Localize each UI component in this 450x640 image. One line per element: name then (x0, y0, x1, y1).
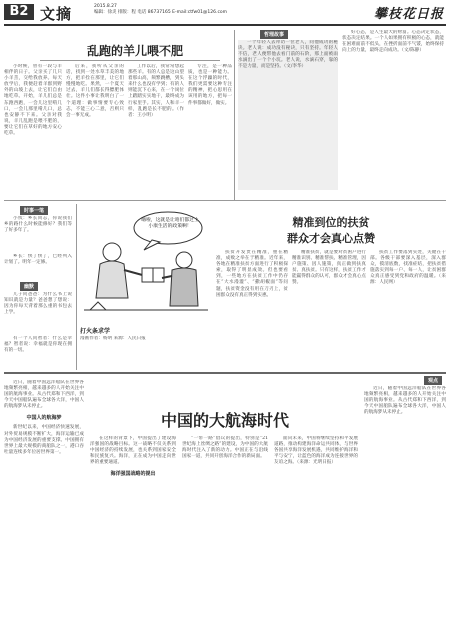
paragraph: 后来，我听从父亲的话，找到一处水草丰美的地方，把羊拴在那里，让它们慢慢地吃。果然，一个夏天过去，羊儿们都长得膘肥体壮。这件小事让我明白了一个道理：做事情要专心致志，不能三心二意，否则只会一事无成。 (66, 64, 124, 118)
article-title-navigation: 中国的大航海时代 (160, 411, 289, 430)
paragraph: 一个年轻人去拜访一位老人，问他成功的秘诀。老人说：成功没有秘诀，只有坚持。年轻人不信，老人便带他去看门前的石阶，那上面被雨水滴出了一个个小坑。老人说，水滴石穿，靠的不是力量，而是坚持。（文/李华） (238, 40, 338, 70)
sidebar-item (4, 292, 72, 334)
paragraph: 专注，是一种品质，也是一种能力。在这个浮躁的时代，我们更需要这种专注的精神，把心思用在该用的地方，把每一件事都做好，做实。 (188, 64, 232, 106)
editor-credit: 编辑：徐炎 排版：程 (94, 10, 136, 15)
subheading: 中国人的航海梦 (26, 415, 62, 422)
cartoon-caption: 打火条求学 (80, 328, 111, 335)
poverty-col-1 (216, 250, 288, 366)
philosophy-col-2 (342, 30, 444, 190)
paragraph: 扶贫工作要落到实处，关键在干部。各级干部要深入基层，深入群众，摸清底数，找准症结，把扶贫措施落实到每一户、每一人，让贫困群众真正感受到党和政府的温暖。（来源：人民网） (370, 250, 446, 286)
paragraph: 扶贫开发贵在精准，重在精准，成败之举在于精准。近年来，各地在精准扶贫方面进行了积极探索，取得了明显成效。但也要看到，一些地方在扶贫工作中仍存在“大水漫灌”、“撒胡椒面”等问题，扶贫资金没有用在刀刃上，贫困群众没有真正得到实惠。 (216, 250, 288, 298)
main-col-1 (4, 380, 84, 636)
email: E-mail:ctfw01@126.com (172, 10, 228, 15)
header-rule (4, 24, 446, 26)
section-tag-humor: 幽默 (20, 282, 38, 291)
main-col-2 (90, 436, 176, 636)
poverty-title-line1: 精准到位的扶贫 (292, 216, 370, 229)
paragraph: 近日，随着中国远洋船队在世界各地频繁亮相，越来越多的人开始关注中国的航海事业。从古代郑和下西洋，到今天中国船队遍布全球各大洋，中国人的航海梦从未停止。 (364, 386, 446, 416)
article-col-4 (188, 64, 232, 190)
paragraph: 小时候，曾有一段与羊相伴的日子。父亲买了几只小羊羔，交给我放养。每天放学后，我便赶着羊群到野外的山坡上去，让它们自由地吃草。开始，羊儿们总是东跑西跑，一会儿这里啃几口，一会儿那里啃几口，总也安静不下来。父亲对我说，羊儿乱跑是喂不肥的，要让它们在草好的地方安心吃草。 (4, 64, 62, 137)
section-tag-opinion: 观点 (424, 376, 442, 385)
sidebar-item (4, 254, 72, 278)
paragraph: 面向未来，中国将继续坚持和平发展道路，推动构建海洋命运共同体，与世界各国共享海洋发展机遇，共同维护海洋和平与安宁，让蓝色的海洋成为连接世界的友谊之海。（来源：光明日报） (274, 436, 358, 466)
article-col-1 (4, 64, 62, 190)
paragraph: 精准扶贫，就是要对贫困户进行精准识别、精准帮扶、精准管理，因户施策、因人施策，真正做到扶真贫、真扶贫。只有这样，扶贫工作才能赢得群众的认可，群众才会真心点赞。 (292, 250, 366, 286)
issue-date: 2015.8.27 (94, 4, 117, 9)
subheading: 海洋强国战略的提出 (110, 471, 156, 478)
paragraph: “一带一路”倡议的提出，特别是“21世纪海上丝绸之路”的建设，为中国的大航海时代注入了新的动力。中国正在与沿线国家一道，共同开创海洋合作的新局面。 (182, 436, 268, 460)
poverty-col-3 (370, 250, 446, 366)
paragraph: 小伙：乡长同志，你说我们乡的路什么时候能修好？我们等了好多年了。 (4, 216, 72, 234)
phone: 电话 86737165 (137, 10, 171, 15)
sidebar-item (4, 336, 72, 368)
cartoon-note: 漫画作者：杨明 来源：人民日报 (80, 336, 146, 341)
main-col-4 (274, 436, 358, 636)
section-tag-philosophy: 哲理故事 (260, 30, 288, 39)
title-underline (40, 60, 220, 61)
poverty-col-2 (292, 250, 366, 366)
paragraph: 乡长：快了快了，已经列入计划了。明年一定修。 (4, 254, 72, 266)
paragraph: 在这样的背景下，中国提出了建设海洋强国的战略目标。这一战略不仅关系到中国经济的持续发展，也关系到国家安全和民族复兴。海洋，正在成为中国走向世界的重要通道。 (90, 436, 176, 466)
newspaper-name: 攀枝花日报 (373, 7, 444, 22)
section-divider (4, 372, 446, 374)
sidebar-item (4, 216, 72, 252)
speech-bubble-text: 嗨啦，这就是让咱们都过上小康生活的政策啊！ (141, 218, 199, 229)
main-col-3 (182, 436, 268, 636)
paragraph: 儿子问爸爸：为什么书上说知识就是力量？爸爸想了想说：因为你每天背着那么重的书包去上学。 (4, 292, 72, 316)
paragraph: 新世纪以来，中国经济快速发展，对外贸易规模不断扩大，海洋运输已成为中国经济发展的重要支撑。中国拥有世界上最大规模的商船队之一，港口吞吐量连续多年位居世界第一。 (4, 425, 84, 455)
section-divider (4, 200, 446, 201)
article-col-2 (66, 64, 124, 190)
article-col-3 (128, 64, 184, 190)
header-meta (94, 4, 244, 16)
article-title-sheep: 乱跑的羊儿喂不肥 (86, 44, 183, 58)
section-title: 文摘 (40, 5, 73, 23)
column-divider (76, 204, 77, 370)
philosophy-col-1 (238, 40, 338, 190)
section-tag-news: 时事一笔 (20, 206, 48, 215)
column-divider (234, 30, 235, 200)
paragraph: 有一个人问智者：什么是幸福？智者说：幸福就是你现在拥有的一切。 (4, 336, 72, 354)
page-number: B2 (4, 4, 34, 20)
main-col-5 (364, 386, 446, 636)
paragraph: 近日，随着中国远洋船队在世界各地频繁亮相，越来越多的人开始关注中国的航海事业。从古代郑和下西洋，到今天中国船队遍布全球各大洋，中国人的航海梦从未停止。 (4, 380, 84, 410)
paragraph: 工作以后，我常常想起那些羊。有的人总是这山望着那山高，频繁跳槽，到头来什么也没有学到；有的人则能沉下心来，在一个岗位上踏踏实实地干，最终成为行家里手。其实，人和羊一样，乱跑是长不肥的。（作者：王小明） (128, 64, 184, 118)
poverty-title-line2: 群众才会真心点赞 (287, 232, 375, 245)
paragraph: 好心态，是人生最大的财富。心态决定状态，状态决定结果。一个人如果拥有积极的心态，就能在困难面前不低头，在挫折面前不气馁，始终保持向上的力量，最终走向成功。（文/陈静） (342, 30, 444, 54)
